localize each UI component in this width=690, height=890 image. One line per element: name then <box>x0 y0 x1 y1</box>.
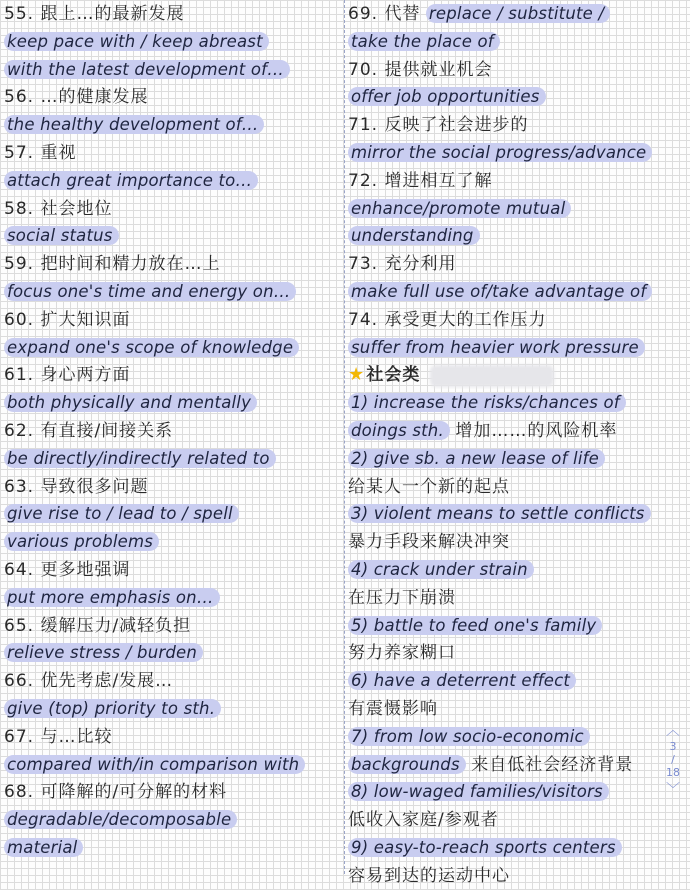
note-line <box>348 778 690 806</box>
note-line <box>4 695 342 723</box>
chinese-text: 增加……的风险机率 <box>455 420 618 441</box>
highlighted-phrase: social status <box>4 226 119 245</box>
chinese-text: 58. 社会地位 <box>4 198 113 219</box>
left-column <box>4 0 342 862</box>
highlighted-phrase: doings sth. <box>348 421 450 440</box>
highlighted-phrase: 1) increase the risks/chances of <box>348 393 626 412</box>
note-line <box>348 139 690 167</box>
chinese-text: 63. 导致很多问题 <box>4 476 149 497</box>
chinese-text: 低收入家庭/参观者 <box>348 810 499 831</box>
note-line <box>4 528 342 556</box>
page-indicator <box>662 720 684 799</box>
chinese-text: 64. 更多地强调 <box>4 559 131 580</box>
chinese-text: 73. 充分利用 <box>348 254 457 275</box>
chinese-text: 56. …的健康发展 <box>4 87 149 108</box>
note-line <box>348 639 690 667</box>
note-line <box>348 473 690 501</box>
note-line <box>4 250 342 278</box>
note-line <box>348 695 690 723</box>
note-line <box>4 473 342 501</box>
highlighted-phrase: 6) have a deterrent effect <box>348 671 576 690</box>
note-line <box>348 834 690 862</box>
note-line <box>4 222 342 250</box>
chinese-text: 66. 优先考虑/发展… <box>4 671 174 692</box>
note-line <box>4 667 342 695</box>
note-line <box>4 139 342 167</box>
highlighted-phrase: 9) easy-to-reach sports centers <box>348 838 622 857</box>
note-line <box>4 584 342 612</box>
highlighted-phrase: offer job opportunities <box>348 87 546 106</box>
highlighted-phrase: enhance/promote mutual <box>348 199 571 218</box>
note-line <box>4 612 342 640</box>
chinese-text: 给某人一个新的起点 <box>348 476 510 497</box>
chinese-text: 68. 可降解的/可分解的材料 <box>4 782 228 803</box>
star-icon: ★ <box>348 364 365 386</box>
note-line <box>348 56 690 84</box>
highlighted-phrase: the healthy development of… <box>4 115 264 134</box>
note-line <box>348 445 690 473</box>
highlighted-phrase: give rise to / lead to / spell <box>4 504 239 523</box>
note-line <box>348 584 690 612</box>
highlighted-phrase: compared with/in comparison with <box>4 755 305 774</box>
note-line <box>4 556 342 584</box>
note-line <box>4 56 342 84</box>
note-line <box>348 167 690 195</box>
note-line <box>348 751 690 779</box>
chinese-text: 努力养家糊口 <box>348 643 456 664</box>
highlighted-phrase: 2) give sb. a new lease of life <box>348 449 605 468</box>
chinese-text: 61. 身心两方面 <box>4 365 131 386</box>
note-line <box>4 167 342 195</box>
highlighted-phrase: give (top) priority to sth. <box>4 699 221 718</box>
note-line <box>348 195 690 223</box>
note-line <box>348 83 690 111</box>
note-line <box>4 111 342 139</box>
highlighted-phrase: replace / substitute / <box>426 4 610 23</box>
highlighted-phrase: expand one's scope of knowledge <box>4 338 299 357</box>
note-line <box>4 361 342 389</box>
note-line <box>348 278 690 306</box>
chinese-text: 57. 重视 <box>4 142 77 163</box>
note-line <box>4 500 342 528</box>
note-line <box>348 0 690 28</box>
section-heading: 社会类 <box>366 365 421 386</box>
highlighted-phrase: 7) from low socio-economic <box>348 727 590 746</box>
note-line <box>4 639 342 667</box>
highlighted-phrase: 4) crack under strain <box>348 560 534 579</box>
highlighted-phrase: backgrounds <box>348 755 466 774</box>
note-line <box>348 334 690 362</box>
chinese-text: 来自低社会经济背景 <box>471 754 634 775</box>
chinese-text: 59. 把时间和精力放在…上 <box>4 254 221 275</box>
chinese-text: 有震慑影响 <box>348 698 438 719</box>
note-line <box>348 528 690 556</box>
note-line <box>4 778 342 806</box>
highlighted-phrase: put more emphasis on… <box>4 588 220 607</box>
highlighted-phrase: degradable/decomposable <box>4 810 237 829</box>
highlighted-phrase: mirror the social progress/advance <box>348 143 652 162</box>
note-line <box>4 417 342 445</box>
right-column <box>348 0 690 890</box>
chevron-up-icon[interactable]: ︿ <box>666 723 680 739</box>
chinese-text: 60. 扩大知识面 <box>4 309 131 330</box>
highlighted-phrase: suffer from heavier work pressure <box>348 338 645 357</box>
chinese-text: 70. 提供就业机会 <box>348 59 493 80</box>
note-line <box>348 612 690 640</box>
highlighted-phrase: keep pace with / keep abreast <box>4 32 269 51</box>
note-line <box>4 445 342 473</box>
highlighted-phrase: with the latest development of… <box>4 60 290 79</box>
highlighted-phrase: 8) low-waged families/visitors <box>348 782 609 801</box>
note-line <box>348 28 690 56</box>
chinese-text: 65. 缓解压力/减轻负担 <box>4 615 192 636</box>
total-pages: 18 <box>666 766 680 779</box>
current-page: 3 <box>669 740 677 753</box>
chinese-text: 74. 承受更大的工作压力 <box>348 309 547 330</box>
chinese-text: 71. 反映了社会进步的 <box>348 115 529 136</box>
chinese-text: 72. 增进相互了解 <box>348 170 493 191</box>
highlighted-phrase: attach great importance to… <box>4 171 258 190</box>
highlighted-phrase: material <box>4 838 83 857</box>
highlighted-phrase: be directly/indirectly related to <box>4 449 276 468</box>
note-line <box>348 306 690 334</box>
note-line <box>4 723 342 751</box>
note-line <box>348 862 690 890</box>
note-line <box>348 389 690 417</box>
note-line <box>4 834 342 862</box>
highlighted-phrase: focus one's time and energy on… <box>4 282 296 301</box>
highlighted-phrase: 3) violent means to settle conflicts <box>348 504 651 523</box>
column-divider <box>344 0 345 874</box>
chinese-text: 在压力下崩溃 <box>348 587 456 608</box>
highlighted-phrase: 5) battle to feed one's family <box>348 616 602 635</box>
note-line <box>348 111 690 139</box>
highlighted-phrase: both physically and mentally <box>4 393 257 412</box>
highlighted-phrase: relieve stress / burden <box>4 643 203 662</box>
redacted-sticker <box>430 365 554 387</box>
chevron-down-icon[interactable]: ﹀ <box>666 782 680 798</box>
note-line <box>4 278 342 306</box>
highlighted-phrase: take the place of <box>348 32 500 51</box>
page-separator: / <box>671 753 675 766</box>
note-line <box>348 806 690 834</box>
note-line <box>348 417 690 445</box>
note-line <box>4 389 342 417</box>
highlighted-phrase: various problems <box>4 532 159 551</box>
note-line <box>4 195 342 223</box>
chinese-text: 55. 跟上…的最新发展 <box>4 4 185 24</box>
highlighted-phrase: make full use of/take advantage of <box>348 282 652 301</box>
note-line <box>348 222 690 250</box>
highlighted-phrase: understanding <box>348 226 480 245</box>
note-line <box>4 806 342 834</box>
note-line <box>348 361 690 389</box>
chinese-text: 69. 代替 <box>348 4 421 24</box>
note-line <box>4 306 342 334</box>
note-line <box>348 723 690 751</box>
note-line <box>348 667 690 695</box>
chinese-text: 暴力手段来解决冲突 <box>348 532 510 553</box>
note-line <box>348 556 690 584</box>
note-line <box>4 28 342 56</box>
chinese-text: 67. 与…比较 <box>4 726 113 747</box>
note-line <box>348 250 690 278</box>
note-line <box>4 751 342 779</box>
note-line <box>348 500 690 528</box>
note-line <box>4 0 342 28</box>
note-line <box>4 83 342 111</box>
note-line <box>4 334 342 362</box>
chinese-text: 容易到达的运动中心 <box>348 865 510 886</box>
chinese-text: 62. 有直接/间接关系 <box>4 420 174 441</box>
